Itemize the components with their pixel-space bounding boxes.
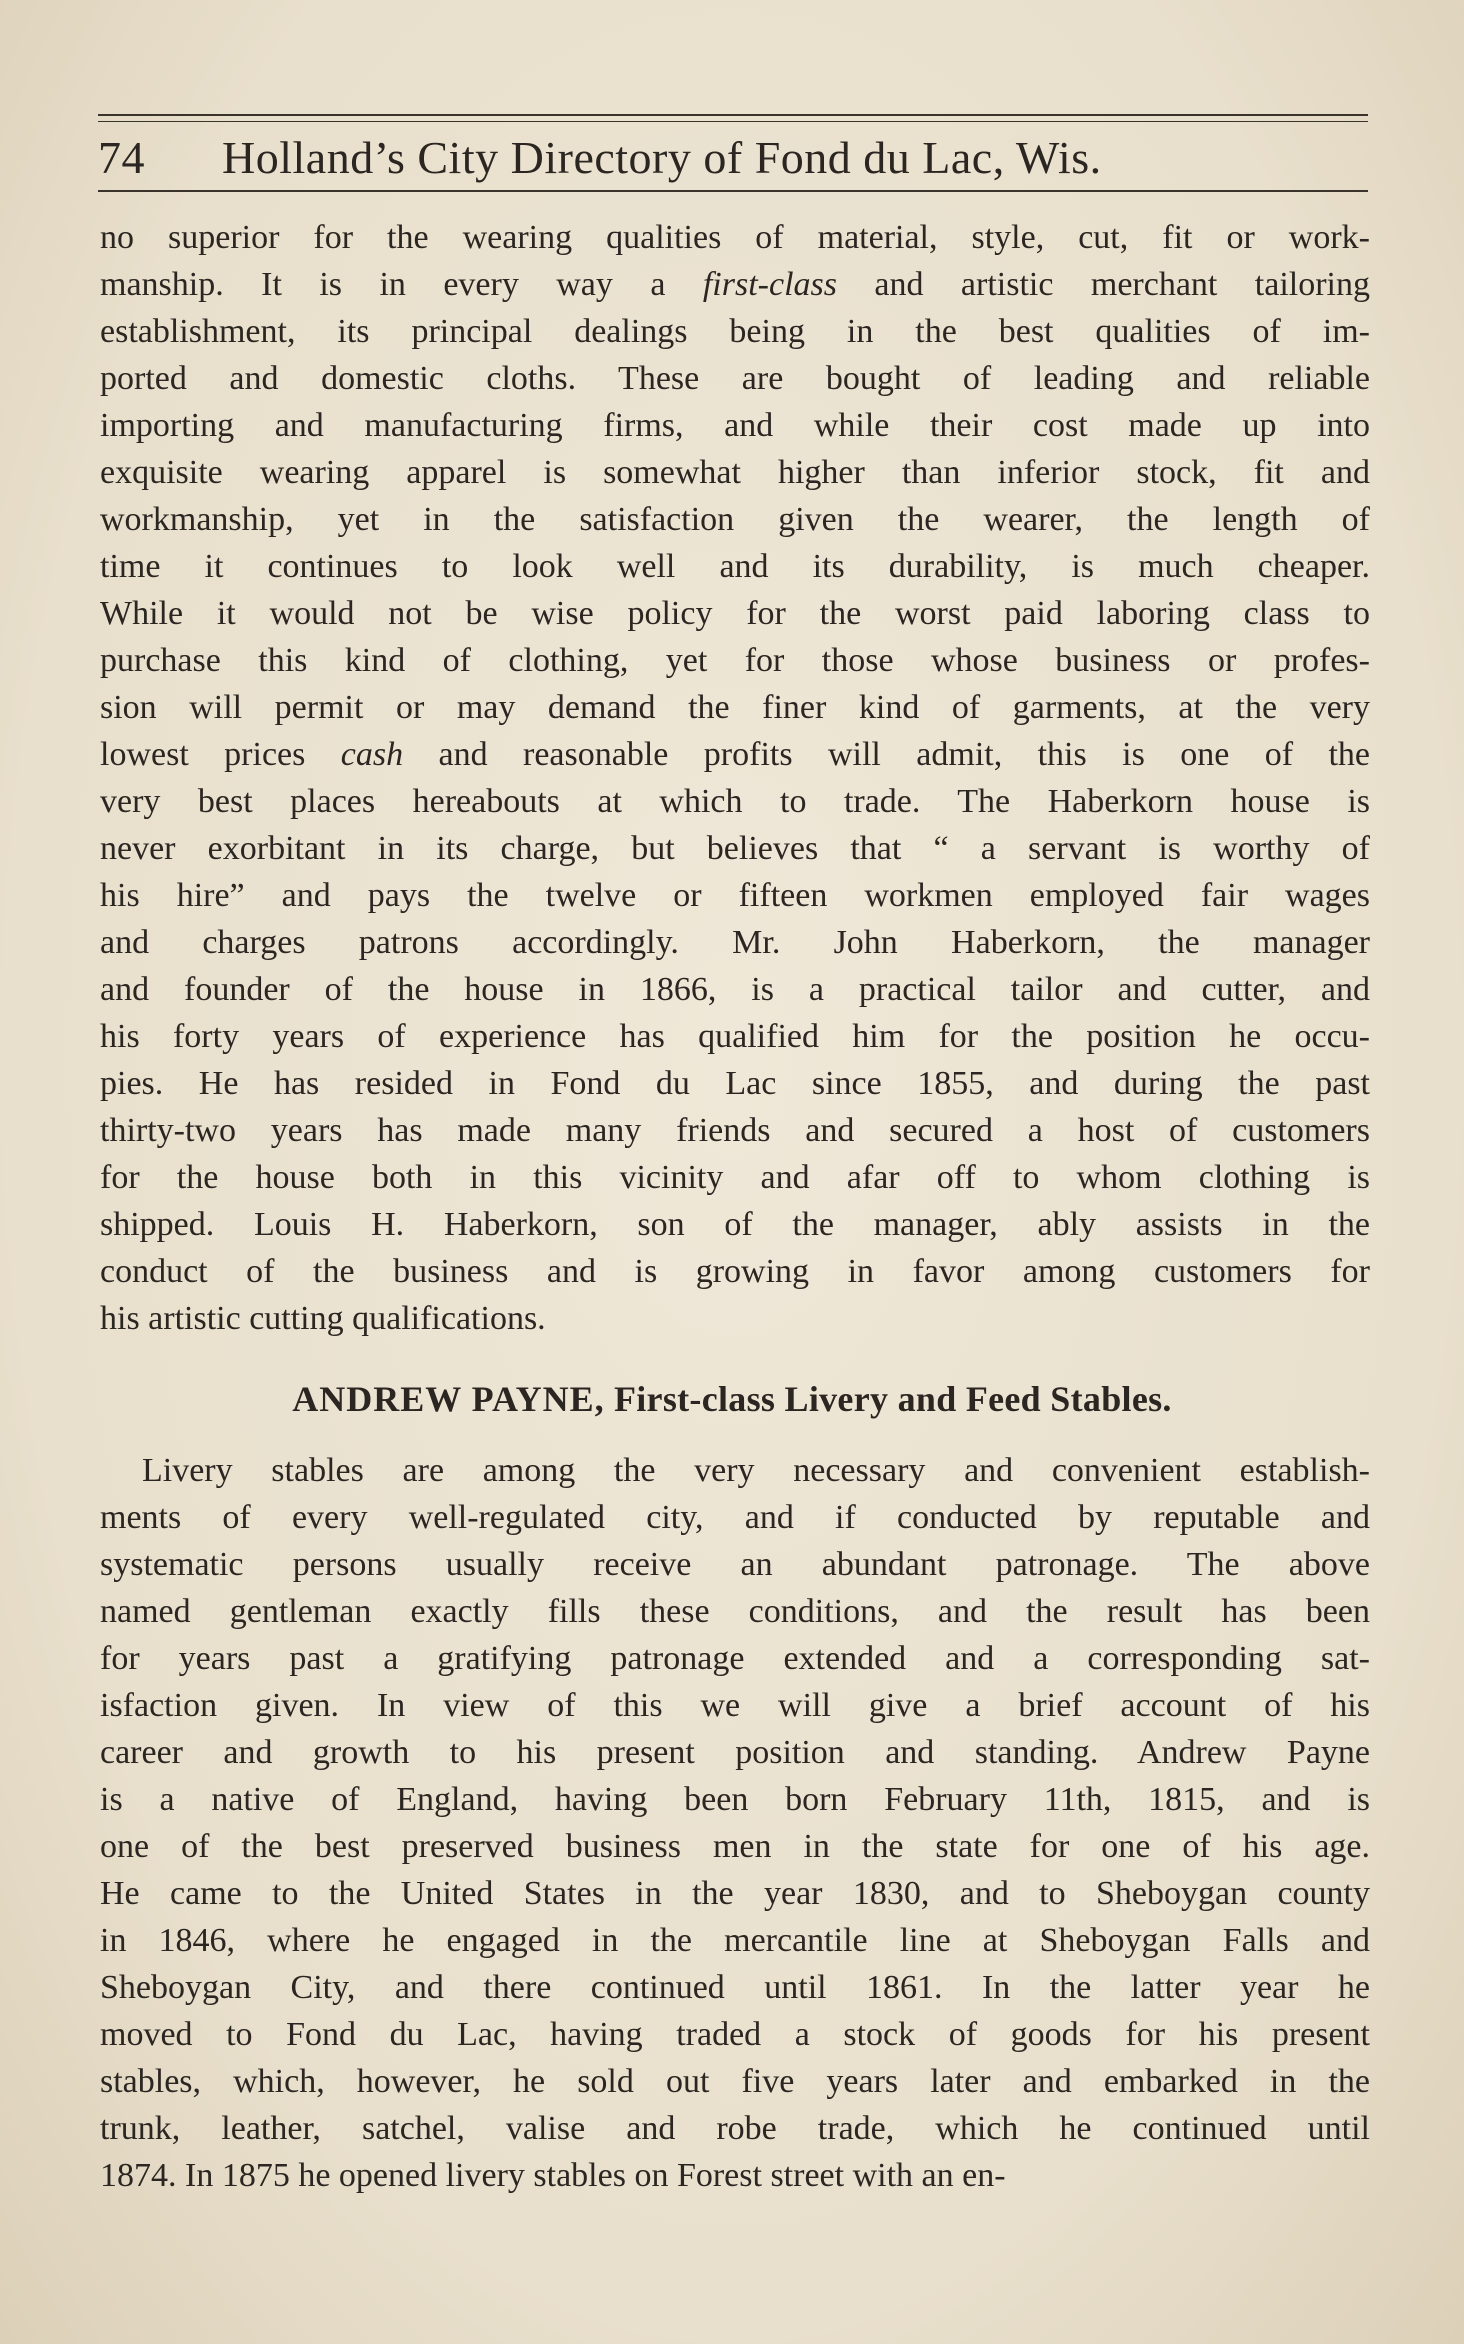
text-segment: one of the best preserved business men in the state for one of his age. (100, 1828, 1370, 1865)
running-head-title: Holland’s City Directory of Fond du Lac, Wis. (222, 132, 1102, 183)
text-segment: first-class (702, 266, 837, 303)
text-segment: cash (340, 736, 404, 773)
text-line (100, 1823, 1370, 1870)
text-line (100, 1295, 1370, 1342)
text-line (100, 2152, 1370, 2199)
text-segment: and founder of the house in 1866, is a practical tailor and cutter, and (100, 971, 1370, 1008)
text-line (100, 1248, 1370, 1295)
text-line (100, 449, 1370, 496)
text-segment: and artistic merchant tailoring (836, 266, 1370, 303)
text-line (100, 1154, 1370, 1201)
text-line (100, 872, 1370, 919)
text-line (100, 355, 1370, 402)
text-line (100, 1964, 1370, 2011)
running-head (98, 128, 1368, 188)
text-segment: importing and manufacturing firms, and while their cost made up into (100, 407, 1370, 444)
text-line (100, 1107, 1370, 1154)
text-segment: his artistic cutting qualifications. (100, 1300, 546, 1337)
text-segment: workmanship, yet in the satisfaction given the wearer, the length of (100, 501, 1370, 538)
text-line (100, 2105, 1370, 2152)
text-line (100, 214, 1370, 261)
text-segment: He came to the United States in the year 1830, and to Sheboygan county (100, 1875, 1370, 1912)
text-line (100, 778, 1370, 825)
text-segment: systematic persons usually receive an abundant patronage. The above (100, 1546, 1370, 1583)
text-segment: manship. It is in every way a (100, 266, 703, 303)
text-segment: for the house both in this vicinity and afar off to whom clothing is (100, 1159, 1370, 1196)
text-segment: ported and domestic cloths. These are bought of leading and reliable (100, 360, 1370, 397)
text-segment: 1874. In 1875 he opened livery stables on Forest street with an en- (100, 2157, 1006, 2194)
text-line (100, 1201, 1370, 1248)
text-line (100, 1588, 1370, 1635)
text-line (100, 496, 1370, 543)
text-segment: sion will permit or may demand the finer kind of garments, at the very (100, 689, 1370, 726)
text-segment: is a native of England, having been born February 11th, 1815, and is (100, 1781, 1370, 1818)
text-line (100, 637, 1370, 684)
text-segment: lowest prices (100, 736, 341, 773)
text-line (100, 261, 1370, 308)
text-line (100, 308, 1370, 355)
text-segment: trunk, leather, satchel, valise and robe trade, which he continued until (100, 2110, 1370, 2147)
text-segment: no superior for the wearing qualities of material, style, cut, fit or work- (100, 219, 1370, 256)
text-segment: ments of every well-regulated city, and if conducted by reputable and (100, 1499, 1370, 1536)
text-segment: exquisite wearing apparel is somewhat higher than inferior stock, fit and (100, 454, 1370, 491)
text-segment: his forty years of experience has qualified him for the position he occu- (100, 1018, 1370, 1055)
text-segment: purchase this kind of clothing, yet for those whose business or profes- (100, 642, 1370, 679)
text-line (100, 543, 1370, 590)
header-underline (98, 190, 1368, 192)
text-segment: conduct of the business and is growing in favor among customers for (100, 1253, 1370, 1290)
page-number: 74 (98, 132, 145, 183)
top-double-rule (98, 114, 1368, 116)
text-line (100, 731, 1370, 778)
text-line (100, 684, 1370, 731)
text-line (100, 1776, 1370, 1823)
text-line (100, 1494, 1370, 1541)
text-segment: and reasonable profits will admit, this is one of the (403, 736, 1371, 773)
text-line (100, 1682, 1370, 1729)
text-segment: never exorbitant in its charge, but believes that “ a servant is worthy of (100, 830, 1370, 867)
text-line (100, 1917, 1370, 1964)
text-segment: named gentleman exactly fills these conditions, and the result has been (100, 1593, 1370, 1630)
text-line (100, 966, 1370, 1013)
text-line (100, 1541, 1370, 1588)
text-segment: moved to Fond du Lac, having traded a stock of goods for his present (100, 2016, 1370, 2053)
text-line (100, 1870, 1370, 1917)
section-heading-name: ANDREW PAYNE, (292, 1379, 605, 1419)
text-line (100, 1447, 1370, 1494)
text-segment: establishment, its principal dealings being in the best qualities of im- (100, 313, 1370, 350)
text-line (100, 1060, 1370, 1107)
text-segment: Livery stables are among the very necessary and convenient establish- (142, 1452, 1370, 1489)
text-line (100, 590, 1370, 637)
text-segment: career and growth to his present position and standing. Andrew Payne (100, 1734, 1370, 1771)
text-segment: pies. He has resided in Fond du Lac since 1855, and during the past (100, 1065, 1370, 1102)
text-line (100, 825, 1370, 872)
text-segment: very best places hereabouts at which to trade. The Haberkorn house is (100, 783, 1370, 820)
text-segment: Sheboygan City, and there continued until 1861. In the latter year he (100, 1969, 1370, 2006)
text-segment: for years past a gratifying patronage extended and a corresponding sat- (100, 1640, 1370, 1677)
text-segment: in 1846, where he engaged in the mercantile line at Sheboygan Falls and (100, 1922, 1370, 1959)
text-segment: his hire” and pays the twelve or fifteen workmen employed fair wages (100, 877, 1370, 914)
text-segment: stables, which, however, he sold out five years later and embarked in the (100, 2063, 1370, 2100)
andrew-payne-paragraph (100, 1447, 1370, 2199)
text-segment: While it would not be wise policy for the worst paid laboring class to (100, 595, 1370, 632)
text-line (100, 919, 1370, 966)
text-line (100, 2011, 1370, 2058)
text-segment: shipped. Louis H. Haberkorn, son of the manager, ably assists in the (100, 1206, 1370, 1243)
top-double-rule-thin (98, 121, 1368, 122)
text-line (100, 402, 1370, 449)
text-line (100, 1013, 1370, 1060)
text-segment: isfaction given. In view of this we will give a brief account of his (100, 1687, 1370, 1724)
section-heading (0, 1374, 1464, 1424)
text-line (100, 1635, 1370, 1682)
text-segment: thirty-two years has made many friends and secured a host of customers (100, 1112, 1370, 1149)
continued-paragraph (100, 214, 1370, 1342)
text-segment: and charges patrons accordingly. Mr. John Haberkorn, the manager (100, 924, 1370, 961)
section-heading-rest: First-class Livery and Feed Stables. (604, 1379, 1172, 1419)
text-line (100, 1729, 1370, 1776)
text-segment: time it continues to look well and its durability, is much cheaper. (100, 548, 1370, 585)
text-line (100, 2058, 1370, 2105)
